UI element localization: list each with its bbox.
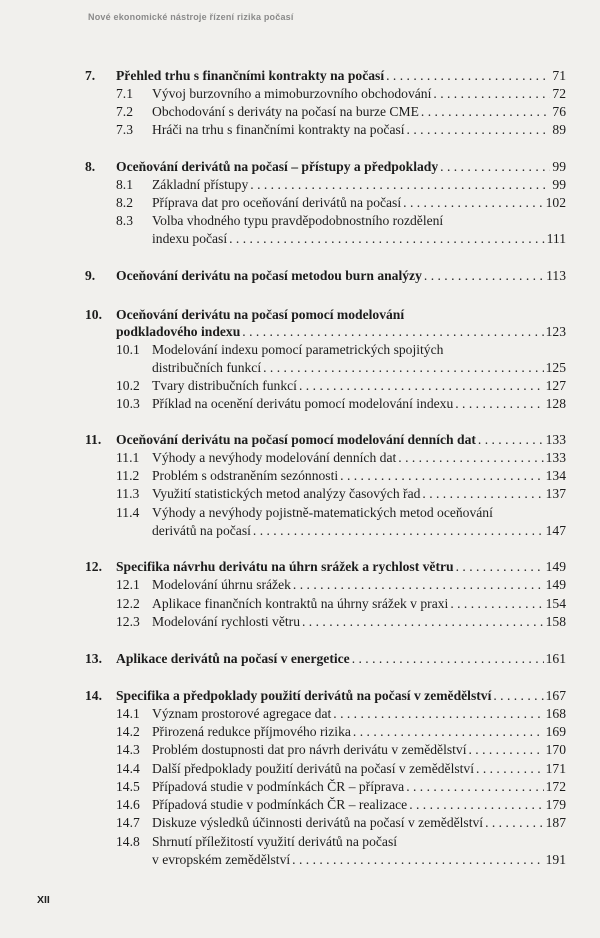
- page-ref: 72: [552, 86, 566, 101]
- page-ref: 127: [545, 378, 566, 393]
- section-number: 14.1: [116, 706, 140, 721]
- section-title: Problém s odstraněním sezónnosti: [152, 468, 339, 483]
- page-ref: 134: [545, 468, 566, 483]
- section-title: Problém dostupnosti dat pro návrh derivátu v zemědělství: [152, 742, 467, 757]
- page-ref: 123: [545, 324, 566, 339]
- chapter-number: 8.: [85, 159, 96, 174]
- section-title: Přirozená redukce příjmového rizika: [152, 724, 351, 739]
- dot-leader: [253, 521, 544, 541]
- toc-section-12-3: [0, 612, 600, 632]
- dot-leader: [229, 229, 544, 249]
- toc-chapter-10: [0, 322, 600, 342]
- section-title: Využití statistických metod analýzy časových řad: [152, 486, 421, 501]
- section-title: Aplikace finančních kontraktů na úhrny srážek v praxi: [152, 596, 449, 611]
- toc-chapter-13: [0, 649, 600, 669]
- toc-section-7-2: [0, 102, 600, 122]
- toc-section-11-1: [0, 448, 600, 468]
- dot-leader: [340, 466, 543, 486]
- toc-section-10-1-line1: [0, 340, 600, 360]
- dot-leader: [424, 266, 544, 286]
- section-title: Příprava dat pro oceňování derivátů na počasí: [152, 195, 402, 210]
- page-ref: 147: [545, 523, 566, 538]
- section-title: Modelování úhrnu srážek: [152, 577, 291, 592]
- chapter-number: 13.: [85, 651, 102, 666]
- toc-chapter-11: [0, 430, 600, 450]
- page-ref: 125: [545, 360, 566, 375]
- section-title-line1: Shrnutí příležitostí využití derivátů na počasí: [152, 834, 398, 849]
- dot-leader: [433, 84, 550, 104]
- section-title: indexu počasí: [152, 231, 228, 246]
- dot-leader: [406, 777, 543, 797]
- chapter-number: 12.: [85, 559, 102, 574]
- section-number: 12.2: [116, 596, 140, 611]
- section-number: 11.2: [116, 468, 140, 483]
- page-ref: 133: [545, 432, 566, 447]
- section-number: 12.1: [116, 577, 140, 592]
- dot-leader: [333, 704, 543, 724]
- section-number: 8.1: [116, 177, 133, 192]
- chapter-title: Oceňování derivátů na počasí – přístupy a předpoklady: [116, 159, 439, 174]
- section-number: 12.3: [116, 614, 140, 629]
- section-title: Základní přístupy: [152, 177, 249, 192]
- page-ref: 99: [552, 177, 566, 192]
- toc-section-14-1: [0, 704, 600, 724]
- dot-leader: [455, 394, 543, 414]
- chapter-title-line1: Oceňování derivátu na počasí pomocí modelování: [116, 307, 405, 322]
- section-title-line1: Modelování indexu pomocí parametrických spojitých: [152, 342, 444, 357]
- toc-section-11-2: [0, 466, 600, 486]
- toc-section-8-3-line1: [0, 211, 600, 231]
- toc-section-10-1: [0, 358, 600, 378]
- toc-chapter-14: [0, 686, 600, 706]
- chapter-number: 10.: [85, 307, 102, 322]
- toc-section-8-3: [0, 229, 600, 249]
- section-title: Obchodování s deriváty na počasí na burze CME: [152, 104, 419, 119]
- dot-leader: [485, 813, 544, 833]
- dot-leader: [478, 430, 544, 450]
- page-ref: 133: [545, 450, 566, 465]
- toc-section-14-8: [0, 850, 600, 870]
- page-ref: 158: [545, 614, 566, 629]
- page-ref: 113: [546, 268, 566, 283]
- page-ref: 179: [545, 797, 566, 812]
- section-number: 10.2: [116, 378, 140, 393]
- toc-section-12-1: [0, 575, 600, 595]
- chapter-title: podkladového indexu: [116, 324, 241, 339]
- toc-section-10-2: [0, 376, 600, 396]
- dot-leader: [421, 102, 551, 122]
- toc-section-14-7: [0, 813, 600, 833]
- section-number: 7.2: [116, 104, 133, 119]
- section-number: 8.2: [116, 195, 133, 210]
- section-title: Vývoj burzovního a mimoburzovního obchodování: [152, 86, 432, 101]
- toc-chapter-9: [0, 266, 600, 286]
- dot-leader: [409, 795, 543, 815]
- dot-leader: [440, 157, 550, 177]
- section-number: 14.4: [116, 761, 140, 776]
- page-ref: 161: [545, 651, 566, 666]
- toc-section-11-4-line1: [0, 503, 600, 523]
- dot-leader: [422, 484, 543, 504]
- section-title: v evropském zemědělství: [152, 852, 291, 867]
- dot-leader: [302, 612, 544, 632]
- dot-leader: [292, 850, 543, 870]
- section-title: Případová studie v podmínkách ČR – realizace: [152, 797, 408, 812]
- toc-section-14-6: [0, 795, 600, 815]
- toc-chapter-8: [0, 157, 600, 177]
- page-ref: 137: [545, 486, 566, 501]
- toc-section-7-1: [0, 84, 600, 104]
- section-number: 14.2: [116, 724, 140, 739]
- dot-leader: [352, 649, 544, 669]
- page-ref: 171: [545, 761, 566, 776]
- dot-leader: [293, 575, 544, 595]
- toc-chapter-12: [0, 557, 600, 577]
- page-ref: 102: [545, 195, 566, 210]
- page-ref: 71: [552, 68, 566, 83]
- section-number: 14.6: [116, 797, 140, 812]
- page-ref: 191: [545, 852, 566, 867]
- page-ref: 111: [546, 231, 566, 246]
- section-number: 11.3: [116, 486, 140, 501]
- chapter-title: Oceňování derivátu na počasí metodou burn analýzy: [116, 268, 422, 283]
- page-ref: 99: [552, 159, 566, 174]
- dot-leader: [398, 448, 543, 468]
- section-title: Význam prostorové agregace dat: [152, 706, 332, 721]
- dot-leader: [353, 722, 544, 742]
- page-ref: 149: [545, 559, 566, 574]
- section-title: Případová studie v podmínkách ČR – příprava: [152, 779, 405, 794]
- toc-section-14-5: [0, 777, 600, 797]
- chapter-number: 11.: [85, 432, 102, 447]
- toc-section-12-2: [0, 594, 600, 614]
- running-header: Nové ekonomické nástroje řízení rizika počasí: [88, 12, 294, 22]
- page-ref: 169: [545, 724, 566, 739]
- dot-leader: [493, 686, 543, 706]
- section-title: derivátů na počasí: [152, 523, 251, 538]
- section-title: Výhody a nevýhody modelování denních dat: [152, 450, 397, 465]
- page-ref: 170: [545, 742, 566, 757]
- dot-leader: [476, 759, 544, 779]
- section-title: Příklad na ocenění derivátu pomocí modelování indexu: [152, 396, 454, 411]
- dot-leader: [263, 358, 544, 378]
- page-ref: 187: [545, 815, 566, 830]
- section-number: 10.1: [116, 342, 140, 357]
- dot-leader: [468, 740, 543, 760]
- section-number: 7.3: [116, 122, 133, 137]
- page-ref: 167: [545, 688, 566, 703]
- section-number: 11.4: [116, 505, 140, 520]
- section-title: distribučních funkcí: [152, 360, 262, 375]
- page-ref: 128: [545, 396, 566, 411]
- section-number: 14.3: [116, 742, 140, 757]
- dot-leader: [403, 193, 543, 213]
- toc-section-14-2: [0, 722, 600, 742]
- dot-leader: [386, 66, 550, 86]
- section-title: Modelování rychlosti větru: [152, 614, 300, 629]
- section-number: 11.1: [116, 450, 140, 465]
- chapter-title: Aplikace derivátů na počasí v energetice: [116, 651, 350, 666]
- dot-leader: [407, 120, 551, 140]
- toc-section-11-3: [0, 484, 600, 504]
- chapter-title: Přehled trhu s finančními kontrakty na počasí: [116, 68, 385, 83]
- chapter-title: Specifika a předpoklady použití derivátů na počasí v zemědělství: [116, 688, 492, 703]
- dot-leader: [456, 557, 544, 577]
- page-ref: 154: [545, 596, 566, 611]
- chapter-number: 7.: [85, 68, 96, 83]
- section-title: Hráči na trhu s finančními kontrakty na počasí: [152, 122, 405, 137]
- section-number: 8.3: [116, 213, 133, 228]
- section-title: Tvary distribučních funkcí: [152, 378, 297, 393]
- dot-leader: [450, 594, 543, 614]
- section-title-line1: Volba vhodného typu pravděpodobnostního rozdělení: [152, 213, 444, 228]
- toc-section-7-3: [0, 120, 600, 140]
- page-ref: 172: [545, 779, 566, 794]
- dot-leader: [299, 376, 544, 396]
- toc-section-10-3: [0, 394, 600, 414]
- chapter-title: Specifika návrhu derivátu na úhrn srážek a rychlost větru: [116, 559, 454, 574]
- section-number: 10.3: [116, 396, 140, 411]
- toc-section-11-4: [0, 521, 600, 541]
- toc-section-8-2: [0, 193, 600, 213]
- chapter-title: Oceňování derivátu na počasí pomocí modelování denních dat: [116, 432, 476, 447]
- toc-section-14-8-line1: [0, 832, 600, 852]
- section-title: Další předpoklady použití derivátů na počasí v zemědělství: [152, 761, 475, 776]
- page-ref: 168: [545, 706, 566, 721]
- page-ref: 149: [545, 577, 566, 592]
- toc-section-14-3: [0, 740, 600, 760]
- toc-chapter-7: [0, 66, 600, 86]
- page-ref: 89: [552, 122, 566, 137]
- section-number: 14.7: [116, 815, 140, 830]
- section-number: 7.1: [116, 86, 133, 101]
- toc-section-8-1: [0, 175, 600, 195]
- section-number: 14.5: [116, 779, 140, 794]
- chapter-number: 9.: [85, 268, 96, 283]
- section-title: Diskuze výsledků účinnosti derivátů na počasí v zemědělství: [152, 815, 484, 830]
- dot-leader: [242, 322, 543, 342]
- section-title-line1: Výhody a nevýhody pojistně-matematických metod oceňování: [152, 505, 493, 520]
- section-number: 14.8: [116, 834, 140, 849]
- chapter-number: 14.: [85, 688, 102, 703]
- page-number: XII: [37, 894, 50, 906]
- page-ref: 76: [552, 104, 566, 119]
- dot-leader: [250, 175, 550, 195]
- toc-section-14-4: [0, 759, 600, 779]
